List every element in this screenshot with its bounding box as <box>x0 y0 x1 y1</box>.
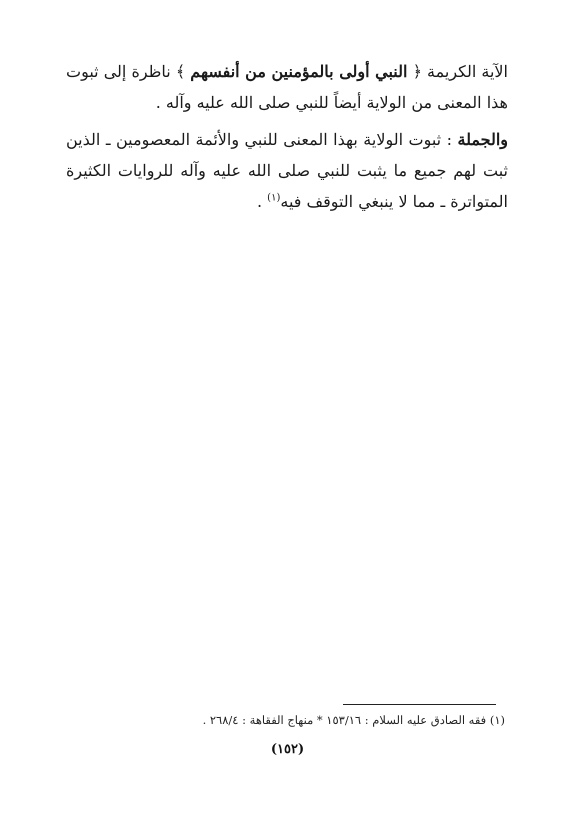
paragraph-2 <box>66 124 508 217</box>
footnote-1: (١) فقه الصادق عليه السلام : ١٥٣/١٦ * منهاج الفقاهة : ٢٦٨/٤ . <box>202 713 505 727</box>
quote-open-bracket: ﴿ <box>412 62 422 81</box>
paragraph-1 <box>66 56 508 118</box>
page-number: (١٥٢) <box>270 742 305 757</box>
main-text <box>66 56 508 217</box>
quote-close-bracket: ﴾ <box>175 62 186 81</box>
paragraph-2-text: : ثبوت الولاية بهذا المعنى للنبي والأئمة المعصومين ـ الذين ثبت لهم جميع ما يثبت للنبي صلى الله عليه وآله للروايات الكثيرة المتواترة ـ مما لا ينبغي التوقف فيه <box>66 130 508 211</box>
footnote-separator <box>343 704 496 705</box>
footnote-reference[interactable]: (١) <box>267 192 281 204</box>
paragraph-2-lead: والجملة <box>457 130 508 149</box>
paragraph-1-intro: الآية الكريمة <box>427 62 508 81</box>
paragraph-1-rest: ناظرة إلى ثبوت هذا المعنى من الولاية أيضاً للنبي صلى الله عليه وآله . <box>66 62 508 112</box>
quran-quote: النبي أولى بالمؤمنين من أنفسهم <box>190 62 408 81</box>
paragraph-2-end: . <box>257 192 268 211</box>
